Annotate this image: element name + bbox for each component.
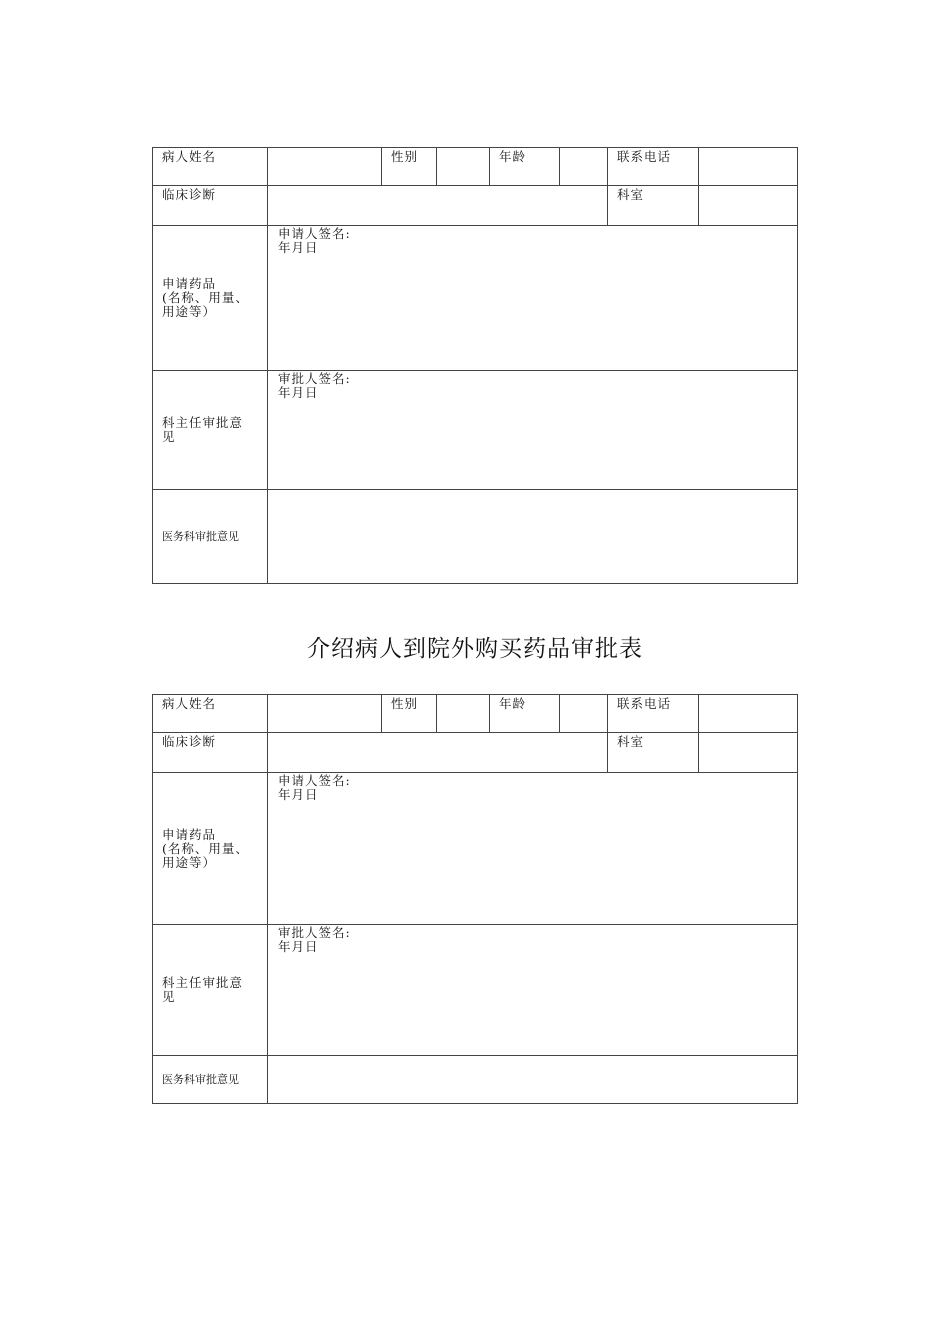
phone-label: 联系电话 bbox=[607, 148, 698, 185]
drug-request-label bbox=[153, 226, 267, 370]
diagnosis-field[interactable] bbox=[267, 733, 607, 772]
drug-request-row bbox=[153, 772, 797, 924]
approver-signature-label: 审批人签名: bbox=[278, 371, 351, 386]
director-approval-field[interactable] bbox=[267, 925, 797, 1055]
applicant-date-label: 年月日 bbox=[278, 787, 319, 802]
patient-name-label: 病人姓名 bbox=[162, 149, 217, 164]
age-label: 年龄 bbox=[489, 695, 559, 732]
medical-affairs-field[interactable] bbox=[267, 1056, 797, 1103]
drug-label-line-2: (名称、用量、 bbox=[162, 290, 249, 305]
age-field[interactable] bbox=[559, 695, 607, 732]
drug-request-field[interactable] bbox=[267, 773, 797, 924]
applicant-signature-label: 申请人签名: bbox=[278, 773, 351, 788]
drug-request-row bbox=[153, 225, 797, 370]
department-label: 科室 bbox=[607, 733, 698, 772]
applicant-signature-label: 申请人签名: bbox=[278, 226, 351, 241]
gender-label: 性别 bbox=[381, 695, 436, 732]
diagnosis-row bbox=[153, 185, 797, 225]
director-label-line-2: 见 bbox=[162, 429, 176, 444]
approver-signature-label: 审批人签名: bbox=[278, 925, 351, 940]
director-approval-row bbox=[153, 370, 797, 489]
gender-field[interactable] bbox=[436, 148, 489, 185]
gender-field[interactable] bbox=[436, 695, 489, 732]
approval-form-1 bbox=[152, 147, 798, 584]
phone-field[interactable] bbox=[698, 695, 797, 732]
medical-affairs-field[interactable] bbox=[267, 490, 797, 583]
department-field[interactable] bbox=[698, 186, 797, 225]
age-label: 年龄 bbox=[489, 148, 559, 185]
diagnosis-row bbox=[153, 732, 797, 772]
medical-affairs-row bbox=[153, 1055, 797, 1103]
director-approval-label bbox=[153, 371, 267, 489]
medical-affairs-row bbox=[153, 489, 797, 583]
director-approval-label bbox=[153, 925, 267, 1055]
applicant-date-label: 年月日 bbox=[278, 240, 319, 255]
approver-date-label: 年月日 bbox=[278, 939, 319, 954]
director-approval-field[interactable] bbox=[267, 371, 797, 489]
approval-form-2 bbox=[152, 694, 798, 1104]
patient-info-row bbox=[153, 695, 797, 732]
age-field[interactable] bbox=[559, 148, 607, 185]
department-label: 科室 bbox=[607, 186, 698, 225]
diagnosis-label: 临床诊断 bbox=[162, 734, 217, 749]
director-label-line-1: 科主任审批意 bbox=[162, 415, 244, 430]
diagnosis-label: 临床诊断 bbox=[162, 187, 217, 202]
drug-label-line-1: 申请药品 bbox=[162, 276, 217, 291]
drug-label-line-3: 用途等） bbox=[162, 854, 217, 870]
director-label-line-1: 科主任审批意 bbox=[162, 975, 244, 990]
drug-request-field[interactable] bbox=[267, 226, 797, 370]
patient-name-field[interactable] bbox=[267, 695, 381, 732]
director-label-line-2: 见 bbox=[162, 989, 176, 1004]
phone-label: 联系电话 bbox=[607, 695, 698, 732]
approver-date-label: 年月日 bbox=[278, 385, 319, 400]
phone-field[interactable] bbox=[698, 148, 797, 185]
diagnosis-field[interactable] bbox=[267, 186, 607, 225]
medical-affairs-label: 医务科审批意见 bbox=[162, 529, 239, 543]
drug-label-line-3: 用途等） bbox=[162, 304, 217, 319]
gender-label: 性别 bbox=[381, 148, 436, 185]
patient-name-field[interactable] bbox=[267, 148, 381, 185]
drug-request-label bbox=[153, 773, 267, 924]
patient-info-row bbox=[153, 148, 797, 185]
medical-affairs-label: 医务科审批意见 bbox=[162, 1072, 239, 1086]
patient-name-label: 病人姓名 bbox=[162, 696, 217, 711]
drug-label-line-1: 申请药品 bbox=[162, 826, 217, 842]
department-field[interactable] bbox=[698, 733, 797, 772]
drug-label-line-2: (名称、用量、 bbox=[162, 840, 249, 856]
director-approval-row bbox=[153, 924, 797, 1055]
page-title: 介绍病人到院外购买药品审批表 bbox=[307, 636, 643, 662]
